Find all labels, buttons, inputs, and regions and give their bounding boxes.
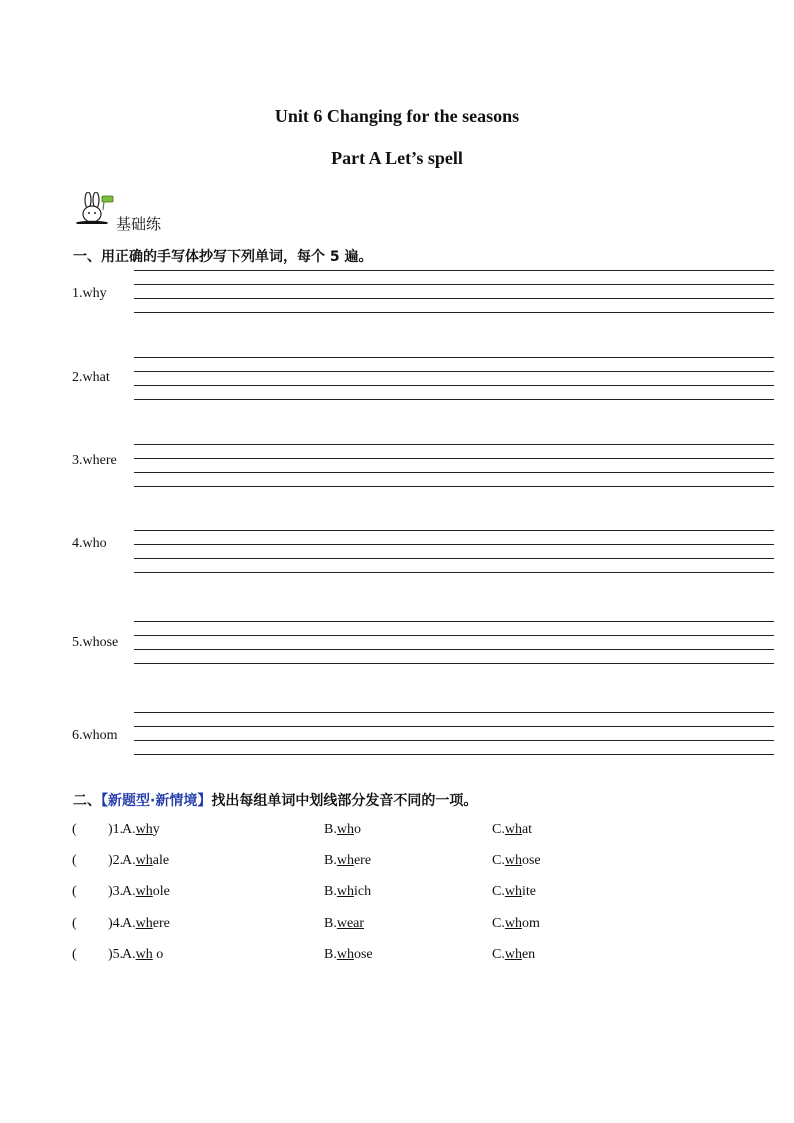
section2-instruction: [73, 790, 477, 810]
question-row: [72, 853, 772, 873]
option-a: A.where: [122, 916, 170, 931]
word-label: 2.what: [72, 370, 110, 385]
option-c: C.whose: [492, 853, 541, 868]
option-b: B.which: [324, 884, 372, 899]
question-row: [72, 947, 772, 967]
new-type-tag: 【新题型·新情境】: [101, 793, 212, 809]
handwriting-lines[interactable]: [134, 444, 774, 488]
section-label-basic: 基础练: [116, 215, 162, 233]
handwriting-lines[interactable]: [134, 621, 774, 665]
word-label: 4.who: [72, 536, 107, 551]
option-c: C.white: [492, 884, 536, 899]
word-label: 6.whom: [72, 728, 118, 743]
rabbit-mascot-icon: [74, 192, 114, 224]
answer-blank[interactable]: (: [72, 822, 77, 837]
page-subtitle: Part A Let’s spell: [331, 148, 463, 168]
option-b: B.wear: [324, 916, 365, 931]
question-number: )3.: [108, 884, 124, 899]
answer-blank[interactable]: (: [72, 947, 77, 962]
question-number: )1.: [108, 822, 124, 837]
option-b: B.who: [324, 822, 361, 837]
word-label: 3.where: [72, 453, 117, 468]
option-b: B.whose: [324, 947, 373, 962]
option-b: B.where: [324, 853, 372, 868]
word-label: 1.why: [72, 286, 107, 301]
option-c: C.whom: [492, 916, 540, 931]
section1-instruction: 一、用正确的手写体抄写下列单词，每个 5 遍。: [73, 249, 373, 265]
section2-prefix: 二、: [73, 793, 101, 809]
page-title: Unit 6 Changing for the seasons: [274, 106, 520, 126]
word-label: 5.whose: [72, 635, 119, 650]
option-a: A.wh o: [122, 947, 164, 962]
question-number: )5.: [108, 947, 124, 962]
option-a: A.whale: [122, 853, 170, 868]
question-number: )4.: [108, 916, 124, 931]
answer-blank[interactable]: (: [72, 884, 77, 899]
handwriting-lines[interactable]: [134, 357, 774, 401]
question-row: [72, 822, 772, 842]
question-row: [72, 884, 772, 904]
option-c: C.when: [492, 947, 536, 962]
section2-text: 找出每组单词中划线部分发音不同的一项。: [211, 793, 478, 809]
handwriting-lines[interactable]: [134, 712, 774, 756]
option-a: A.why: [122, 822, 160, 837]
handwriting-lines[interactable]: [134, 270, 774, 314]
answer-blank[interactable]: (: [72, 853, 77, 868]
question-number: )2.: [108, 853, 124, 868]
answer-blank[interactable]: (: [72, 916, 77, 931]
option-c: C.what: [492, 822, 533, 837]
handwriting-lines[interactable]: [134, 530, 774, 574]
question-row: [72, 916, 772, 936]
option-a: A.whole: [122, 884, 170, 899]
